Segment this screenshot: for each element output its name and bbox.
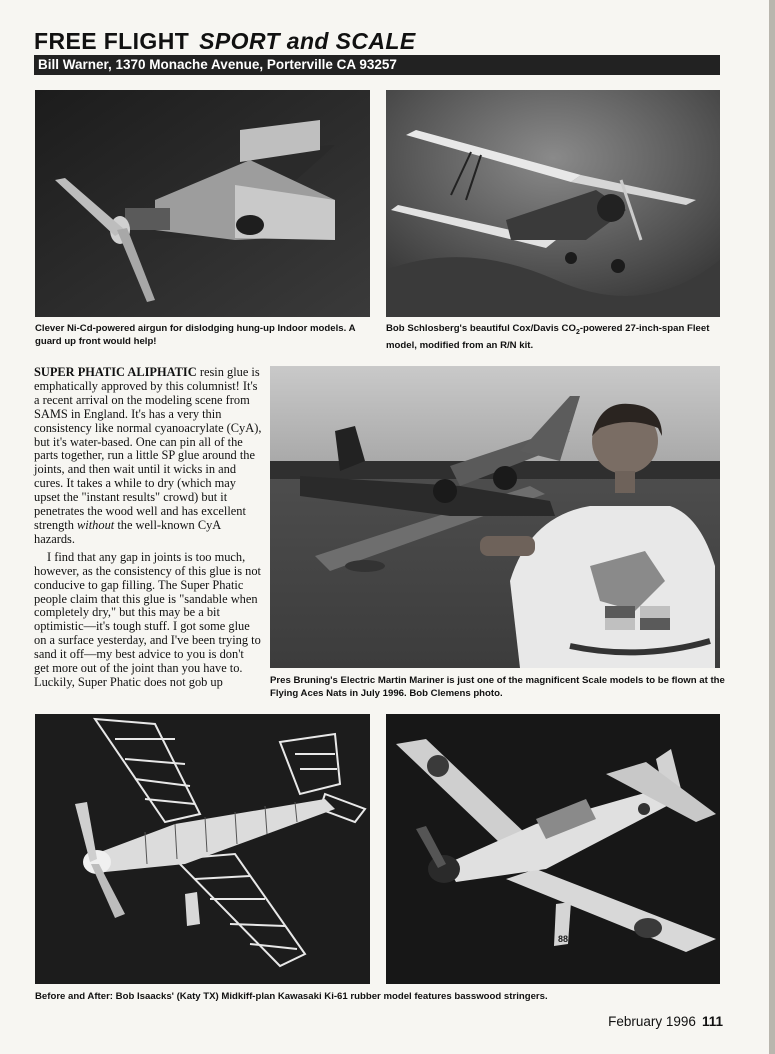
author-address-bar: Bill Warner, 1370 Monache Avenue, Porterville CA 93257 [34, 55, 720, 75]
article-p1-em: without [77, 517, 115, 532]
issue-date: February 1996 [608, 1014, 696, 1029]
fleet-caption-b: -powered 27-inch-span Fleet model, modified from an R/N kit. [386, 323, 710, 351]
fleet-caption-sub: 2 [575, 328, 580, 336]
title-plain: FREE FLIGHT [34, 28, 190, 54]
page-edge [769, 0, 775, 1054]
title-italic: SPORT and SCALE [199, 28, 416, 54]
ki61-covered-photo [386, 714, 720, 984]
martin-mariner-photo [270, 366, 720, 668]
mariner-caption: Pres Bruning's Electric Martin Mariner is just one of the magnificent Scale models to be flown at the Flying Aces Nats in July 1996. Bob Clemens photo. [270, 675, 725, 699]
article-body [34, 366, 262, 690]
article-paragraph-2: I find that any gap in joints is too much, however, as the consistency of this glue is not conducive to gap filling. The Super Phatic people claim that this glue is "sandable when completely dry," but this may be a bit optimistic—it's tough stuff. I got some glue on a surface yesterday, and I've been trying to sand it off—my best advice to you is don't get more out of the joint than you have to. Luckily, Super Phatic does not gob up [34, 549, 261, 689]
fleet-caption [386, 322, 726, 352]
ki61-skeleton-photo [35, 714, 370, 984]
article-p1-a: resin glue is emphatically approved by this columnist! It's a recent arrival on the modeling scene from SAMS in England. It's has a very thin consistency like normal cyanoacrylate (CyA), but it's water-based. One can pin all of the parts together, run a little SP glue around the joints, and then wait until it wicks in and cures. It takes a while to dry (which may upset the "instant results" crowd) but it penetrates the wood well and has excellent strength [34, 365, 262, 532]
article-p1-b: the well-known CyA hazards. [34, 517, 221, 546]
article-paragraph-1 [34, 366, 262, 547]
page-title [34, 28, 416, 55]
airgun-photo [35, 90, 370, 317]
fleet-biplane-photo [386, 90, 720, 317]
article-lead: SUPER PHATIC ALIPHATIC [34, 365, 197, 379]
ki61-caption: Before and After: Bob Isaacks' (Katy TX) Midkiff-plan Kawasaki Ki-61 rubber model features basswood stringers. [35, 991, 548, 1002]
tail-number: 88 [558, 934, 569, 944]
airgun-caption: Clever Ni-Cd-powered airgun for dislodging hung-up Indoor models. A guard up front would help! [35, 323, 356, 347]
page-footer [608, 1014, 723, 1029]
page-number: 111 [701, 1014, 723, 1029]
fleet-caption-a: Bob Schlosberg's beautiful Cox/Davis CO [386, 323, 576, 334]
